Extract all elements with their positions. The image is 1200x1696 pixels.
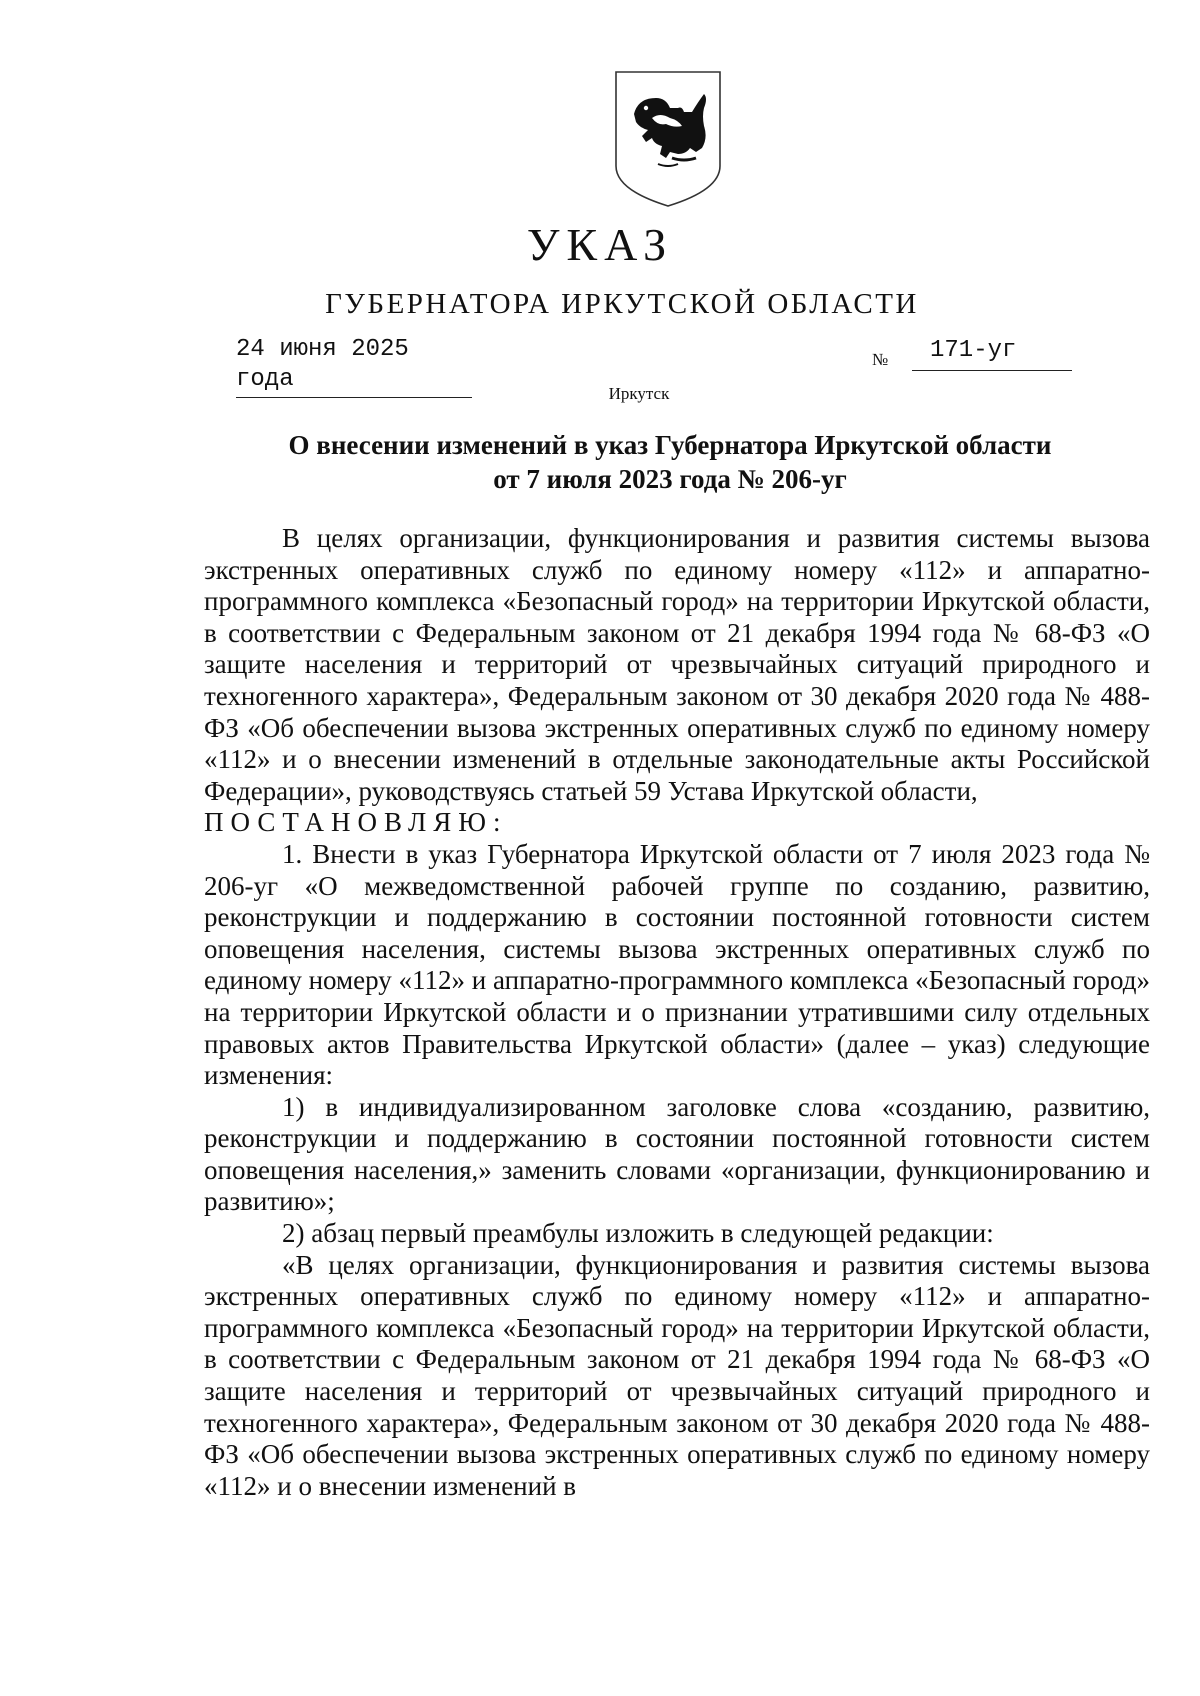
document-city: Иркутск [608, 384, 670, 403]
document-heading [200, 428, 1140, 496]
heading-line-1: О внесении изменений в указ Губернатора Иркутской области [288, 430, 1052, 460]
document-subtitle: ГУБЕРНАТОРА ИРКУТСКОЙ ОБЛАСТИ [325, 288, 919, 320]
number-sign: № [872, 350, 889, 369]
heading-line-2: от 7 июля 2023 года № 206-уг [493, 464, 847, 494]
paragraph-quoted-preamble: «В целях организации, функционирования и развития системы вызова экстренных оперативных служб по единому номеру «112» и аппаратно-программного комплекса «Безопасный город» на территории Иркутской области, в соответствии с Федеральным законом от 21 декабря 1994 года № 68-ФЗ «О защите населения и территорий от чрезвычайных ситуаций природного и техногенного характера», Федеральным законом от 30 декабря 2020 года № 488-ФЗ «Об обеспечении вызова экстренных оперативных служб по единому номеру «112» и о внесении изменений в [204, 1249, 1150, 1501]
paragraph-preamble: В целях организации, функционирования и развития системы вызова экстренных оперативных служб по единому номеру «112» и аппаратно-программного комплекса «Безопасный город» на территории Иркутской области, в соответствии с Федеральным законом от 21 декабря 1994 года № 68-ФЗ «О защите населения и территорий от чрезвычайных ситуаций природного и техногенного характера», Федеральным законом от 30 декабря 2020 года № 488-ФЗ «Об обеспечении вызова экстренных оперативных служб по единому номеру «112» и о внесении изменений в отдельные законодательные акты Российской Федерации», руководствуясь статьей 59 Устава Иркутской области, [204, 523, 1150, 806]
paragraph-subitem-1: 1) в индивидуализированном заголовке слова «созданию, развитию, реконструкции и поддержанию в состоянии постоянной готовности систем оповещения населения,» заменить словами «организации, функционированию и развитию»; [204, 1091, 1150, 1217]
document-number-field [872, 336, 1072, 372]
document-body [204, 523, 1150, 1502]
document-number: 171-уг [912, 336, 1072, 371]
irkutsk-coat-of-arms-icon [612, 68, 724, 210]
decree-word: ПОСТАНОВЛЯЮ: [204, 807, 508, 838]
paragraph-subitem-2: 2) абзац первый преамбулы изложить в следующей редакции: [282, 1218, 994, 1249]
document-date: 24 июня 2025 года [236, 335, 472, 398]
paragraph-item-1: 1. Внести в указ Губернатора Иркутской области от 7 июля 2023 года № 206-уг «О межведомственной рабочей группе по созданию, развитию, реконструкции и поддержанию в состоянии постоянной готовности систем оповещения населения, системы вызова экстренных оперативных служб по единому номеру «112» и аппаратно-программного комплекса «Безопасный город» на территории Иркутской области и о признании утратившими силу отдельных правовых актов Правительства Иркутской области» (далее – указ) следующие изменения: [204, 838, 1150, 1091]
document-title: УКАЗ [526, 219, 674, 270]
